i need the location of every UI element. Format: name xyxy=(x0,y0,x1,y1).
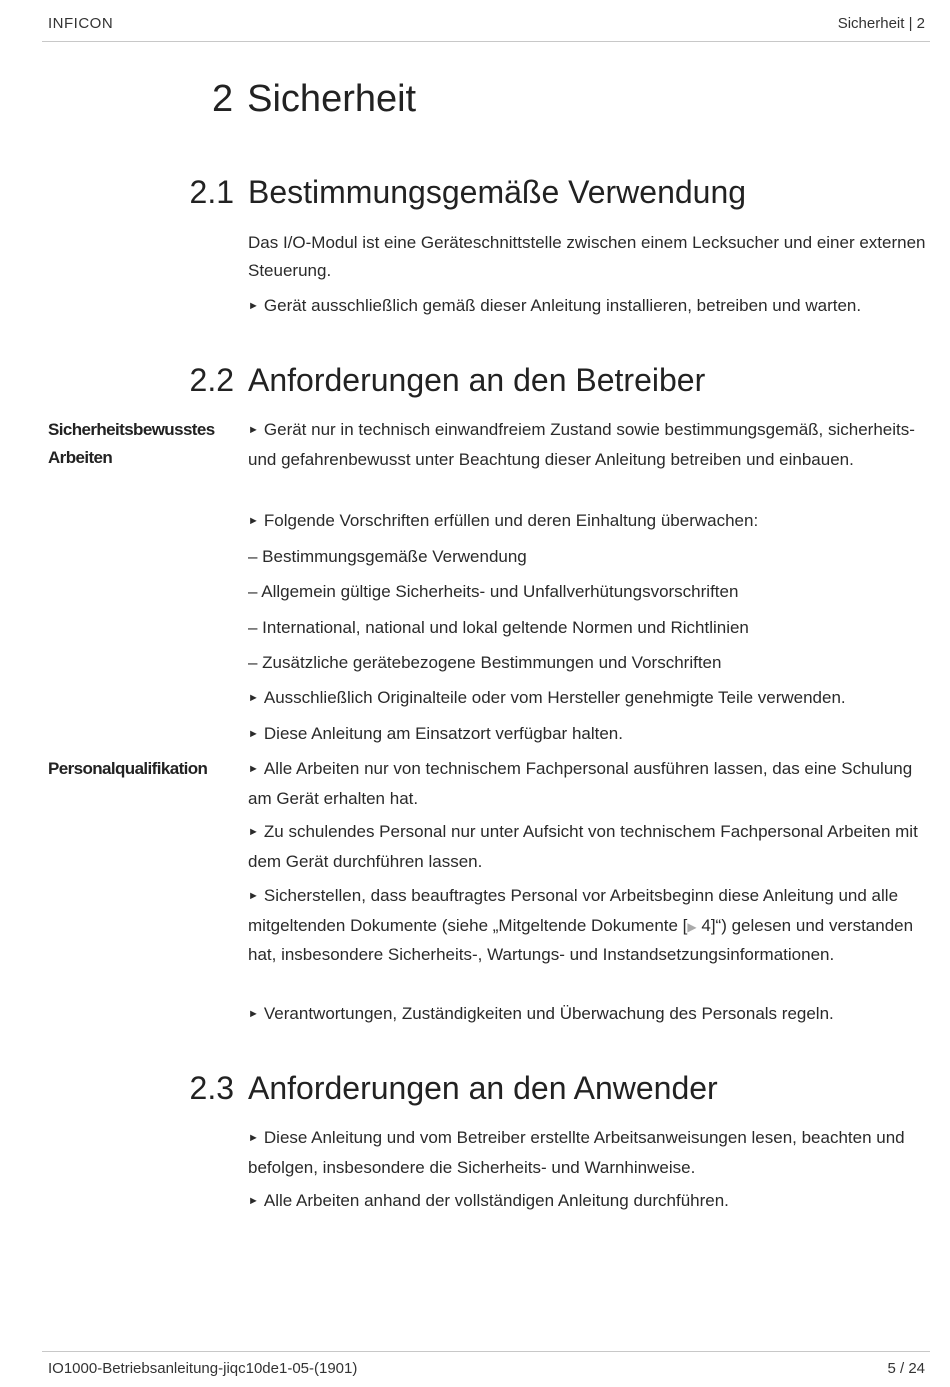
chapter-heading xyxy=(212,78,416,121)
header-section: Sicherheit | 2 xyxy=(837,15,925,32)
step-item: ► Verantwortungen, Zuständigkeiten und Überwachung des Personals regeln. xyxy=(248,1004,834,1023)
paragraph: Das I/O-Modul ist eine Geräteschnittstelle zwischen einem Lecksucher und einer externen Steuerung. xyxy=(248,233,926,280)
footer-divider xyxy=(42,1351,930,1352)
section-number: 2.2 xyxy=(189,362,234,398)
step-item: ► Diese Anleitung und vom Betreiber erstellte Arbeitsanweisungen lesen, beachten und befolgen, insbesondere die Sicherheits- und Warnhinweise. xyxy=(248,1128,905,1177)
section-heading-2-3 xyxy=(189,1070,718,1107)
section-heading-2-2 xyxy=(189,362,706,399)
sidebar-label-safety: Sicherheitsbewusstes Arbeiten xyxy=(48,420,215,467)
list-item: – International, national und lokal geltende Normen und Richtlinien xyxy=(248,618,749,637)
cross-reference-arrow-icon[interactable]: ▶ xyxy=(687,920,697,934)
step-item: ► Gerät nur in technisch einwandfreiem Zustand sowie bestimmungsgemäß, sicherheits- und gefahrenbewusst unter Beachtung dieser Anleitung betreiben und einbauen. xyxy=(248,420,915,469)
step-item: ► Sicherstellen, dass beauftragtes Personal vor Arbeitsbeginn diese Anleitung und alle mitgeltenden Dokumente (siehe „Mitgeltende Dokumente [▶ 4]“) gelesen und verstanden hat, insbesondere Sicherheits-, Wartungs- und Instandsetzungsinformationen. xyxy=(248,886,914,964)
section-heading-2-1 xyxy=(189,174,747,211)
step-item: ► Ausschließlich Originalteile oder vom Hersteller genehmigte Teile verwenden. xyxy=(248,688,846,707)
step-arrow-icon: ► xyxy=(248,515,259,527)
step-arrow-icon: ► xyxy=(248,890,259,902)
step-item: ► Alle Arbeiten anhand der vollständigen Anleitung durchführen. xyxy=(248,1191,729,1210)
step-item: ► Folgende Vorschriften erfüllen und deren Einhaltung überwachen: xyxy=(248,511,759,530)
step-arrow-icon: ► xyxy=(248,1008,259,1020)
section-title: Bestimmungsgemäße Verwendung xyxy=(248,174,747,210)
list-item: – Zusätzliche gerätebezogene Bestimmungen und Vorschriften xyxy=(248,653,722,672)
step-arrow-icon: ► xyxy=(248,300,259,312)
chapter-number: 2 xyxy=(212,78,234,120)
step-arrow-icon: ► xyxy=(248,424,259,436)
sidebar-label-personnel: Personalqualifikation xyxy=(48,759,208,778)
list-item: – Bestimmungsgemäße Verwendung xyxy=(248,547,527,566)
footer-doc-id: IO1000-Betriebsanleitung-jiqc10de1-05-(1901) xyxy=(48,1360,358,1377)
section-title: Anforderungen an den Anwender xyxy=(248,1070,718,1106)
step-item: ► Gerät ausschließlich gemäß dieser Anleitung installieren, betreiben und warten. xyxy=(248,296,862,315)
step-item: ► Zu schulendes Personal nur unter Aufsicht von technischem Fachpersonal Arbeiten mit dem Gerät durchführen lassen. xyxy=(248,822,918,871)
step-arrow-icon: ► xyxy=(248,826,259,838)
step-arrow-icon: ► xyxy=(248,1195,259,1207)
section-title: Anforderungen an den Betreiber xyxy=(248,362,706,398)
header-divider xyxy=(42,41,930,42)
footer-page-number: 5 / 24 xyxy=(887,1360,925,1377)
step-arrow-icon: ► xyxy=(248,763,259,775)
section-number: 2.1 xyxy=(189,174,234,210)
chapter-title: Sicherheit xyxy=(247,78,417,120)
section-number: 2.3 xyxy=(189,1070,234,1106)
step-item: ► Alle Arbeiten nur von technischem Fachpersonal ausführen lassen, das eine Schulung am Gerät erhalten hat. xyxy=(248,759,913,808)
step-arrow-icon: ► xyxy=(248,1132,259,1144)
header-brand: INFICON xyxy=(48,15,114,32)
list-item: – Allgemein gültige Sicherheits- und Unfallverhütungsvorschriften xyxy=(248,582,739,601)
step-arrow-icon: ► xyxy=(248,728,259,740)
step-item: ► Diese Anleitung am Einsatzort verfügbar halten. xyxy=(248,724,623,743)
step-arrow-icon: ► xyxy=(248,692,259,704)
